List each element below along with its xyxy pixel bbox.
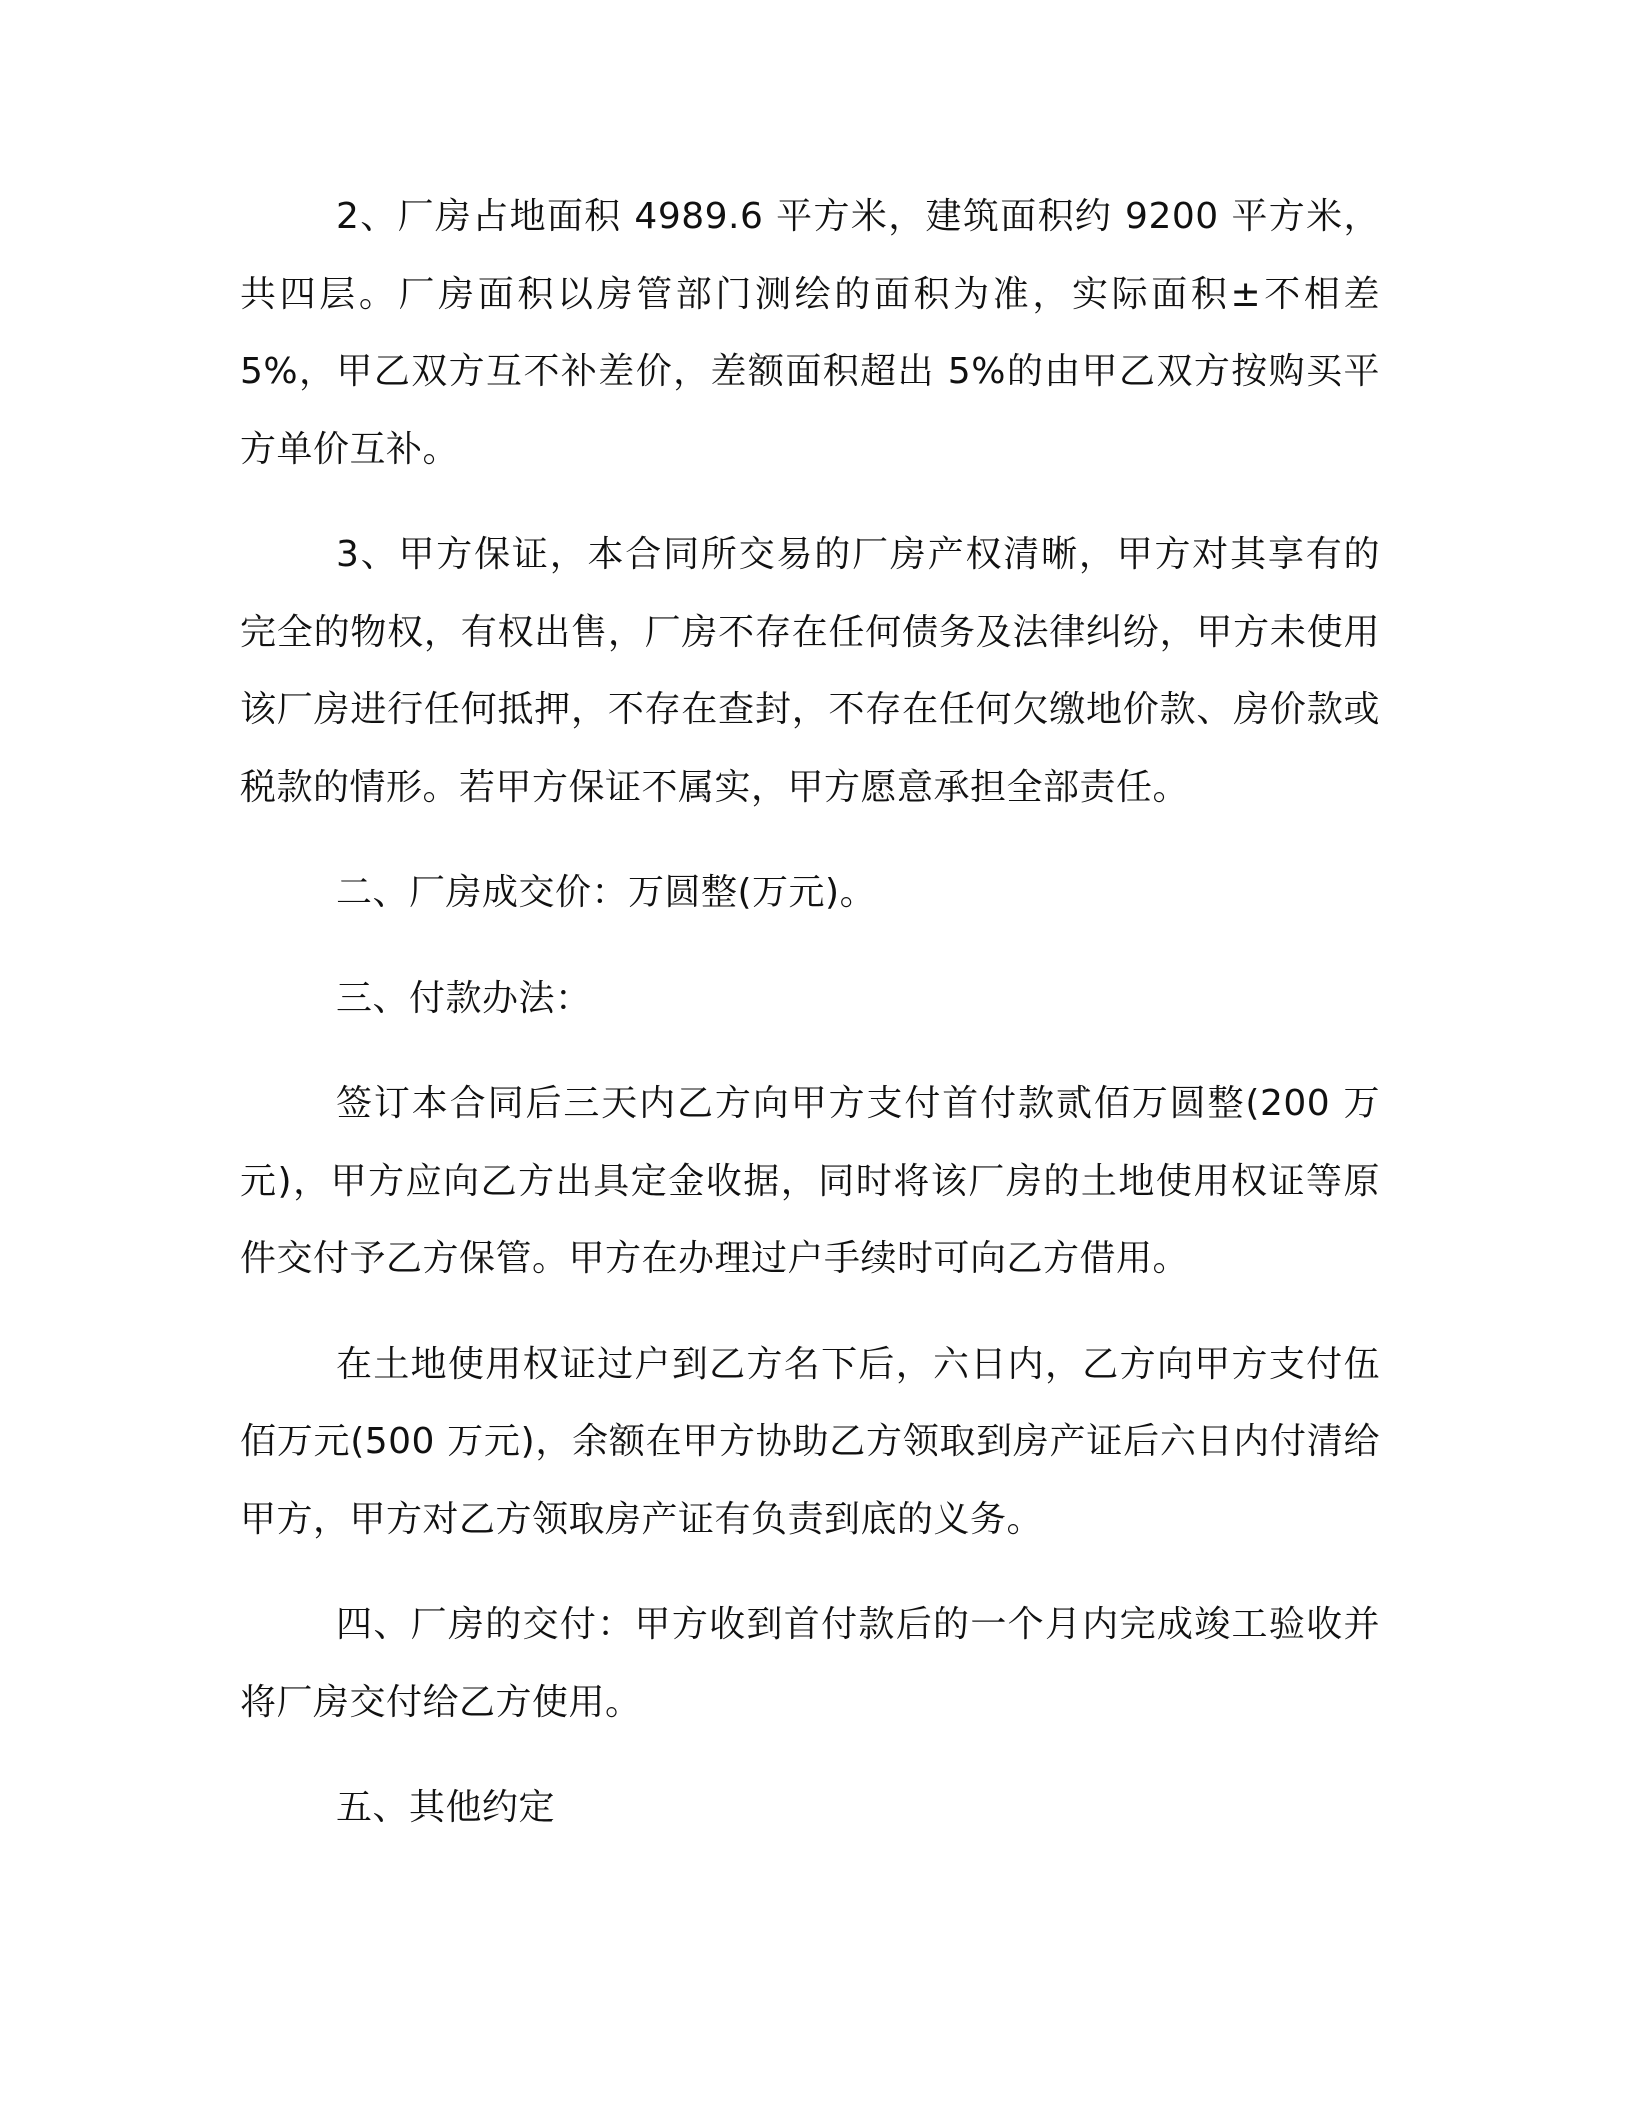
- paragraph-seller-guarantee: 3、甲方保证，本合同所交易的厂房产权清晰，甲方对其享有的完全的物权，有权出售，厂房不存在任何债务及法律纠纷，甲方未使用该厂房进行任何抵押，不存在查封，不存在任何欠缴地价款、房价款或税款的情形。若甲方保证不属实，甲方愿意承担全部责任。: [240, 534, 1380, 808]
- paragraph-delivery: 四、厂房的交付：甲方收到首付款后的一个月内完成竣工验收并将厂房交付给乙方使用。: [240, 1604, 1380, 1723]
- section-heading-payment: 三、付款办法：: [336, 977, 592, 1019]
- paragraph-factory-area: 2、厂房占地面积 4989.6 平方米，建筑面积约 9200 平方米，共四层。厂房面积以房管部门测绘的面积为准，实际面积±不相差 5%，甲乙双方互不补差价，差额面积超出 5%的由甲乙双方按购买平方单价互补。: [240, 196, 1380, 470]
- document-body: [240, 178, 1380, 1847]
- paragraph-down-payment: 签订本合同后三天内乙方向甲方支付首付款贰佰万圆整(200 万元)，甲方应向乙方出具定金收据，同时将该厂房的土地使用权证等原件交付予乙方保管。甲方在办理过户手续时可向乙方借用。: [240, 1083, 1380, 1279]
- paragraph-balance-payment: 在土地使用权证过户到乙方名下后，六日内，乙方向甲方支付伍佰万元(500 万元)，余额在甲方协助乙方领取到房产证后六日内付清给甲方，甲方对乙方领取房产证有负责到底的义务。: [240, 1343, 1380, 1540]
- section-heading-price: 二、厂房成交价：万圆整(万元)。: [336, 872, 877, 913]
- section-heading-other-terms: 五、其他约定: [336, 1787, 556, 1828]
